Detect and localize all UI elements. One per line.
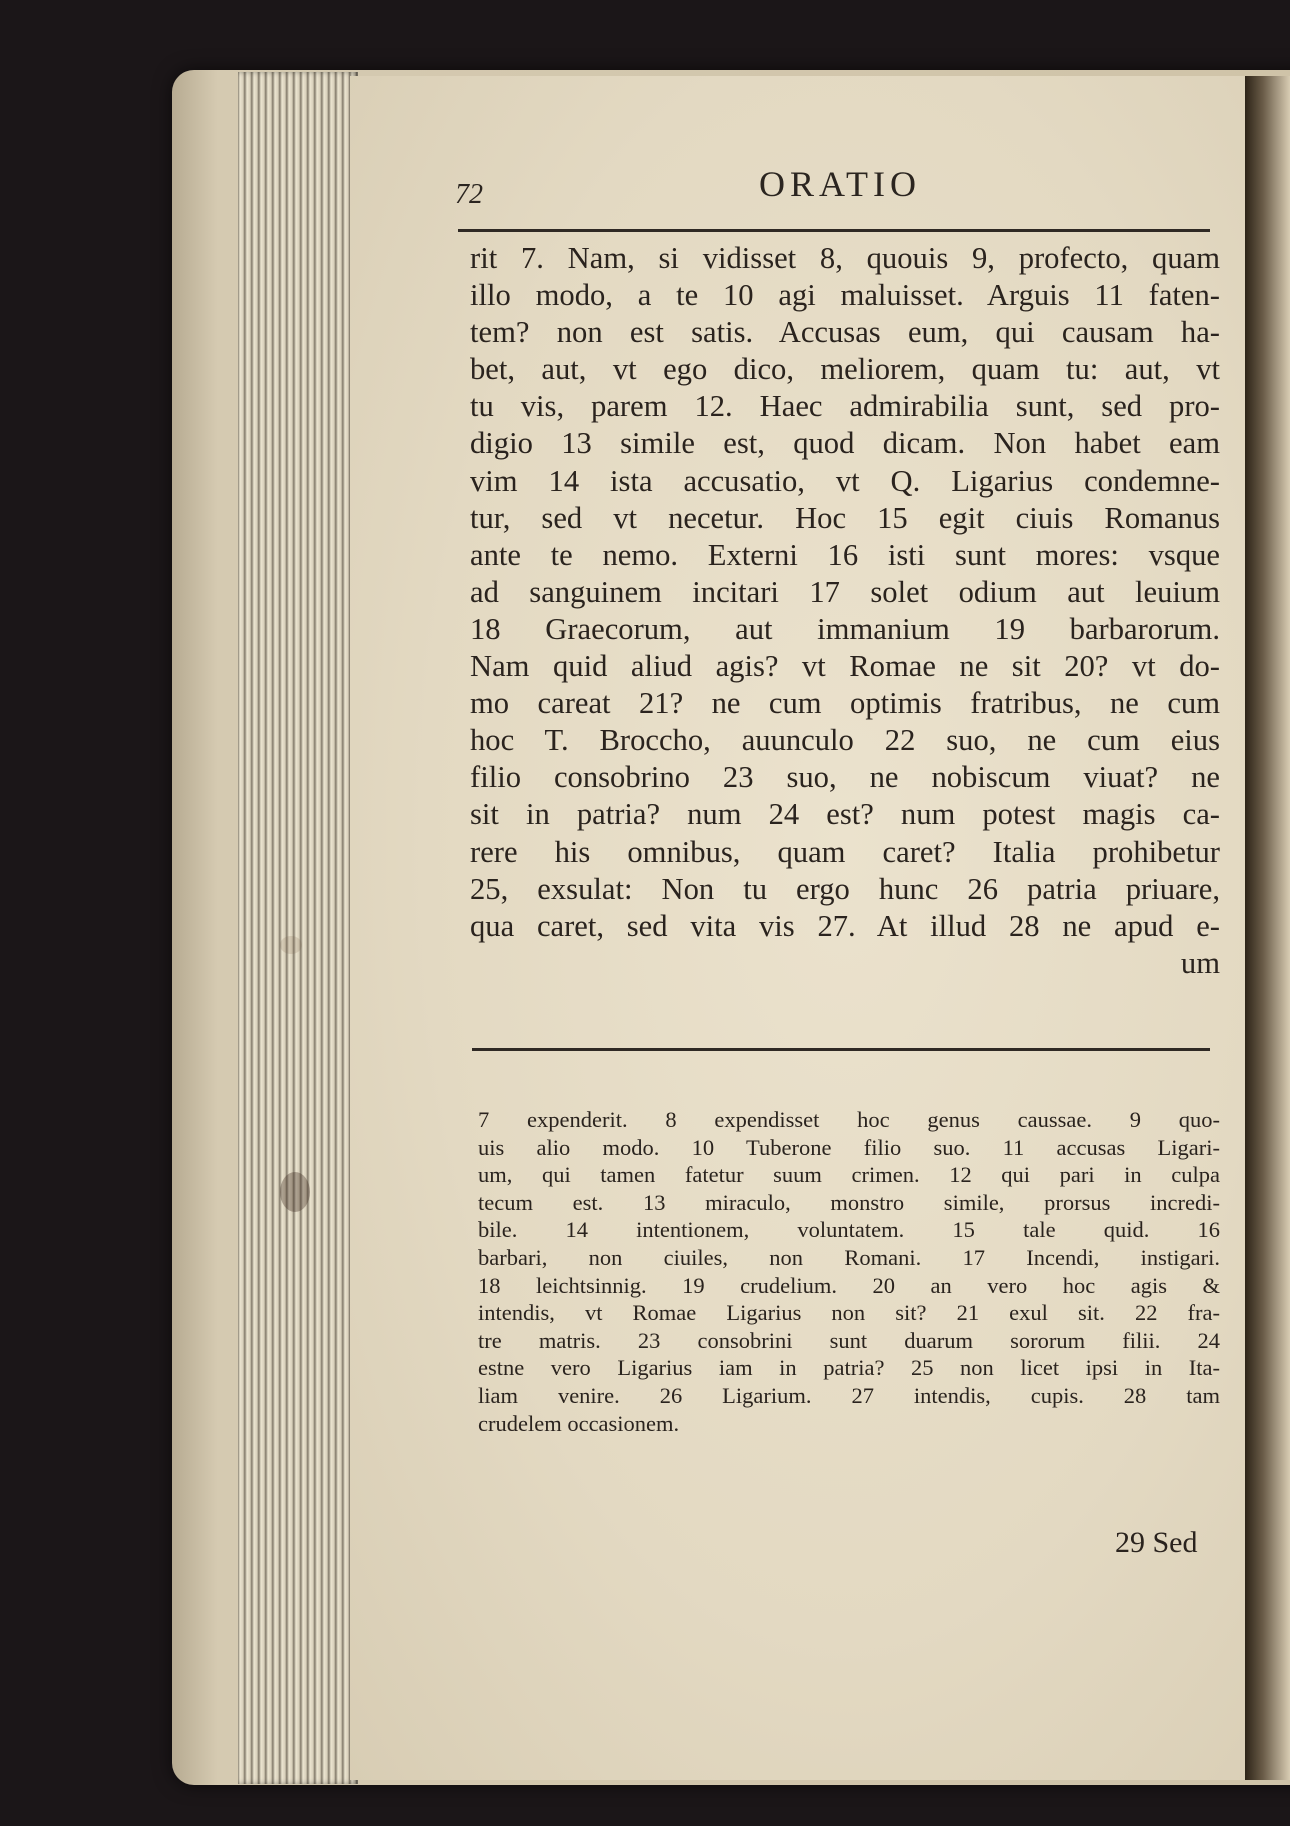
footnotes — [478, 1106, 1220, 1437]
text-line: rit 7. Nam, si vidisset 8, quouis 9, profecto, quam — [470, 241, 1220, 275]
paper-stain — [280, 936, 302, 954]
paper-stain — [280, 1172, 310, 1212]
note-line: bile. 14 intentionem, voluntatem. 15 tale quid. 16 — [478, 1217, 1220, 1243]
page-number: 72 — [455, 179, 483, 210]
note-line: crudelem occasionem. — [478, 1410, 680, 1436]
note-line: um, qui tamen fatetur suum crimen. 12 qui pari in culpa — [478, 1162, 1220, 1188]
text-line: Nam quid aliud agis? vt Romae ne sit 20? vt do- — [470, 649, 1220, 684]
note-line: liam venire. 26 Ligarium. 27 intendis, cupis. 28 tam — [478, 1382, 1220, 1408]
note-line: tre matris. 23 consobrini sunt duarum sororum filii. 24 — [478, 1327, 1220, 1353]
text-line: illo modo, a te 10 agi maluisset. Arguis 11 faten- — [470, 278, 1220, 313]
catchword: 29 Sed — [1115, 1526, 1198, 1559]
text-line: tem? non est satis. Accusas eum, qui causam ha- — [470, 315, 1220, 350]
text-line: hoc T. Broccho, auunculo 22 suo, ne cum eius — [470, 723, 1220, 758]
text-line: um — [1180, 945, 1220, 980]
header-rule — [458, 229, 1210, 232]
text-line: qua caret, sed vita vis 27. At illud 28 ne apud e- — [470, 908, 1220, 943]
page-title: ORATIO — [759, 164, 921, 204]
note-line: barbari, non ciuiles, non Romani. 17 Incendi, instigari. — [478, 1244, 1220, 1270]
text-line: digio 13 simile est, quod dicam. Non habet eam — [470, 426, 1220, 461]
text-line: rere his omnibus, quam caret? Italia prohibetur — [470, 834, 1220, 869]
text-line: 25, exsulat: Non tu ergo hunc 26 patria priuare, — [470, 871, 1220, 906]
note-line: tecum est. 13 miraculo, monstro simile, prorsus incredi- — [478, 1189, 1220, 1215]
note-line: estne vero Ligarius iam in patria? 25 non licet ipsi in Ita- — [478, 1355, 1220, 1381]
text-line: bet, aut, vt ego dico, meliorem, quam tu: aut, vt — [470, 352, 1220, 387]
text-line: tur, sed vt necetur. Hoc 15 egit ciuis Romanus — [470, 500, 1220, 535]
text-line: ad sanguinem incitari 17 solet odium aut leuium — [470, 574, 1220, 609]
text-line: tu vis, parem 12. Haec admirabilia sunt, sed pro- — [470, 389, 1220, 424]
text-line: sit in patria? num 24 est? num potest magis ca- — [470, 797, 1220, 832]
main-text — [470, 240, 1220, 982]
text-line: ante te nemo. Externi 16 isti sunt mores: vsque — [470, 537, 1220, 572]
page-edges — [238, 72, 358, 1784]
running-head — [455, 163, 1225, 223]
text-line: filio consobrino 23 suo, ne nobiscum viuat? ne — [470, 760, 1220, 795]
note-line: 7 expenderit. 8 expendisset hoc genus caussae. 9 quo- — [478, 1107, 1220, 1132]
note-line: 18 leichtsinnig. 19 crudelium. 20 an vero hoc agis & — [478, 1272, 1220, 1298]
note-line: intendis, vt Romae Ligarius non sit? 21 exul sit. 22 fra- — [478, 1300, 1220, 1326]
notes-rule — [472, 1048, 1210, 1051]
text-line: mo careat 21? ne cum optimis fratribus, ne cum — [470, 686, 1220, 721]
spine-gutter — [1245, 76, 1290, 1780]
text-line: 18 Graecorum, aut immanium 19 barbarorum. — [470, 611, 1220, 646]
text-line: vim 14 ista accusatio, vt Q. Ligarius condemne- — [470, 463, 1220, 498]
note-line: uis alio modo. 10 Tuberone filio suo. 11 accusas Ligari- — [478, 1134, 1220, 1160]
